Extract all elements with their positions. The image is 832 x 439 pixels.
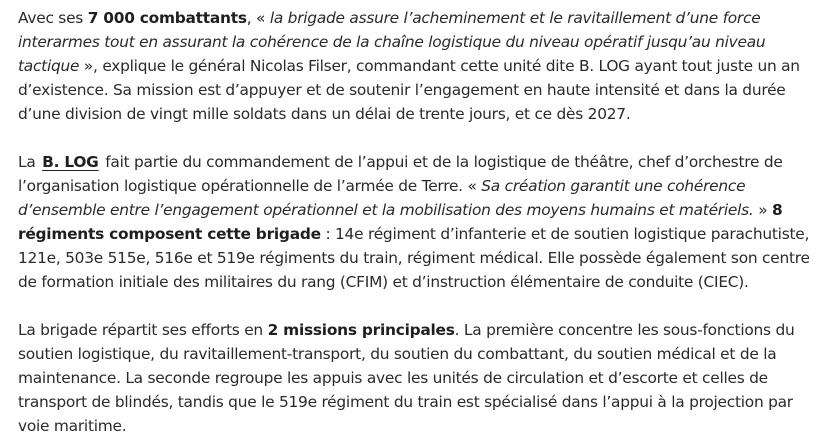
p1-quote: la brigade assure l’acheminement et le ravitaillement d’une force interarmes tout en assurant la cohérence de la chaîne logistique du niveau opératif jusqu’au niveau tactique xyxy=(18,9,766,75)
p1-bold-troops: 7 000 combattants xyxy=(87,9,247,27)
paragraph-brigade-missions xyxy=(18,318,818,438)
p1-text-1: Avec ses xyxy=(18,9,88,27)
blog-link[interactable]: B. LOG xyxy=(42,153,99,171)
p2-text-1: La xyxy=(18,153,41,171)
p1-text-3: », explique le général Nicolas Filser, commandant cette unité dite B. LOG ayant tout juste un an d’existence. Sa mission est d’appuyer et de soutenir l’engagement en haute intensité et dans la durée d’une division de vingt mille soldats dans un délai de trente jours, et ce dès 2027. xyxy=(18,57,800,123)
p3-bold-missions: 2 missions principales xyxy=(267,321,455,339)
p3-text-2: . La première concentre les sous-fonctions du soutien logistique, du ravitaillement-transport, du soutien du combattant, du soutien médical et de la maintenance. La seconde regroupe les appuis avec les unités de circulation et d’escorte et celles de transport de blindés, tandis que le 519e régiment du train est spécialisé dans l’appui à la projection par voie maritime. xyxy=(18,321,795,435)
p2-text-4: : 14e régiment d’infanterie et de soutien logistique parachutiste, 121e, 503e 515e, 516e et 519e régiments du train, régiment médical. Elle possède également son centre de formation initiale des militaires du rang (CFIM) et d’instruction élémentaire de conduite (CIEC). xyxy=(18,225,810,291)
p2-quote: Sa création garantit une cohérence d’ensemble entre l’engagement opérationnel et la mobilisation des moyens humains et matériels. xyxy=(18,177,754,219)
paragraph-brigade-composition xyxy=(18,150,818,294)
p2-text-2: fait partie du commandement de l’appui et de la logistique de théâtre, chef d’orchestre de l’organisation logistique opérationnelle de l’armée de Terre. « xyxy=(18,153,783,195)
p2-text-3: » xyxy=(753,201,773,219)
p2-bold-regiments: 8 régiments composent cette brigade xyxy=(18,201,783,243)
paragraph-brigade-intro xyxy=(18,6,818,126)
p3-text-1: La brigade répartit ses efforts en xyxy=(18,321,268,339)
p1-text-2: , « xyxy=(246,9,270,27)
